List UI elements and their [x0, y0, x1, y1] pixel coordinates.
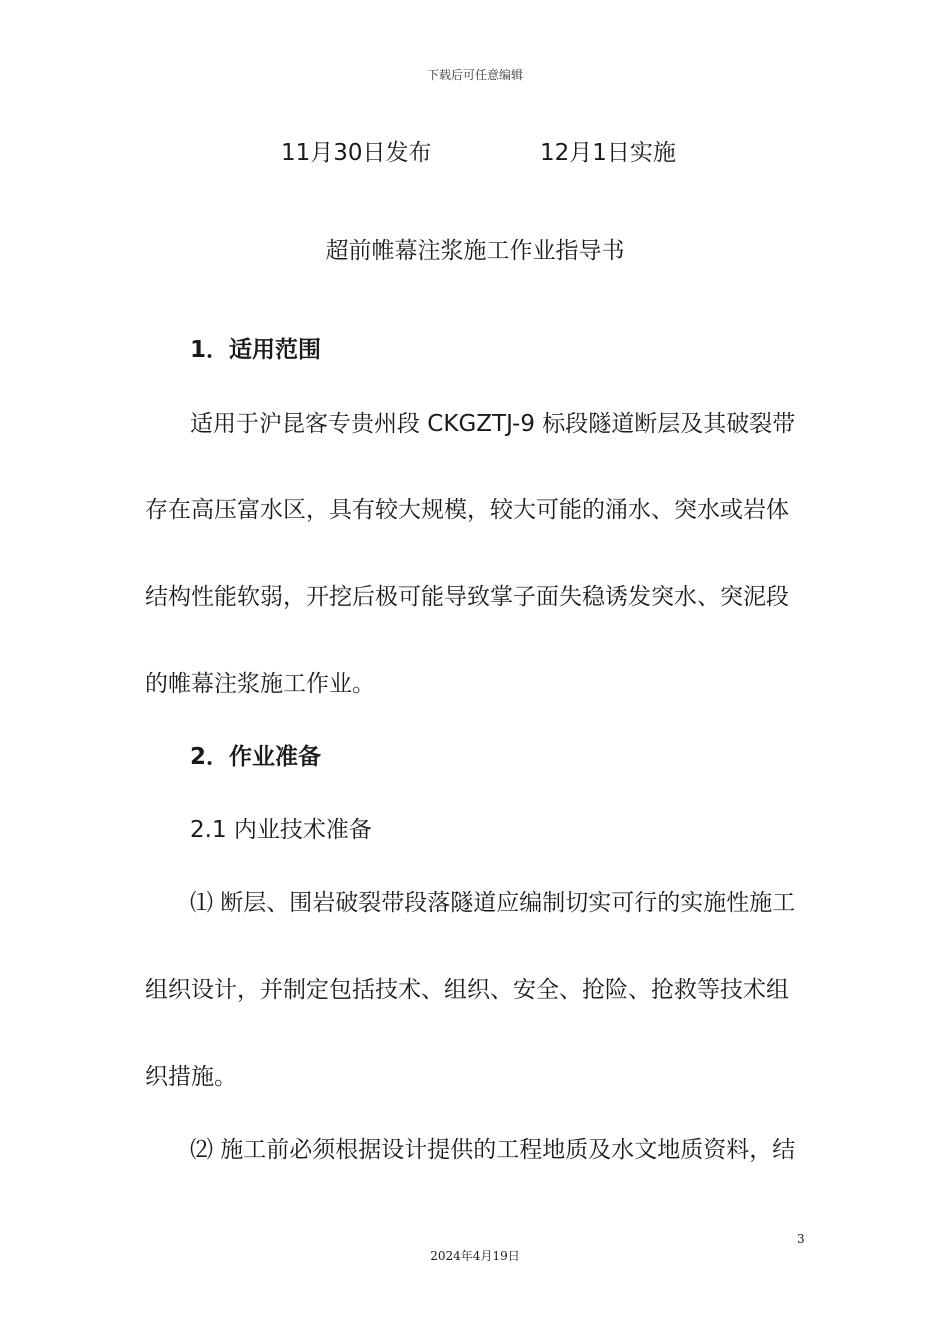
section-1-line: 适用于沪昆客专贵州段 CKGZTJ-9 标段隧道断层及其破裂带 [190, 411, 796, 437]
item-1-line: 织措施。 [145, 1064, 237, 1090]
section-1-line: 结构性能软弱，开挖后极可能导致掌子面失稳诱发突水、突泥段 [145, 584, 789, 610]
section-1-line: 存在高压富水区，具有较大规模，较大可能的涌水、突水或岩体 [145, 497, 789, 523]
item-1-line: ⑴ 断层、围岩破裂带段落隧道应编制切实可行的实施性施工 [190, 890, 796, 916]
date-row [0, 134, 950, 170]
implement-date: 12月1日实施 [540, 140, 676, 166]
publish-date: 11月30日发布 [281, 140, 432, 166]
page-number: 3 [797, 1232, 805, 1246]
item-1-line: 组织设计，并制定包括技术、组织、安全、抢险、抢救等技术组 [145, 977, 789, 1003]
document-title: 超前帷幕注浆施工作业指导书 [325, 238, 625, 264]
footer-date: 2024年4月19日 [430, 1249, 520, 1263]
section-1-heading: 1．适用范围 [190, 337, 322, 363]
section-2-1-heading: 2.1 内业技术准备 [190, 817, 372, 843]
section-1-line: 的帷幕注浆施工作业。 [145, 671, 375, 697]
section-2-heading: 2．作业准备 [190, 744, 322, 770]
header-note: 下载后可任意编辑 [426, 68, 523, 82]
item-2-line: ⑵ 施工前必须根据设计提供的工程地质及水文地质资料，结 [190, 1137, 796, 1163]
